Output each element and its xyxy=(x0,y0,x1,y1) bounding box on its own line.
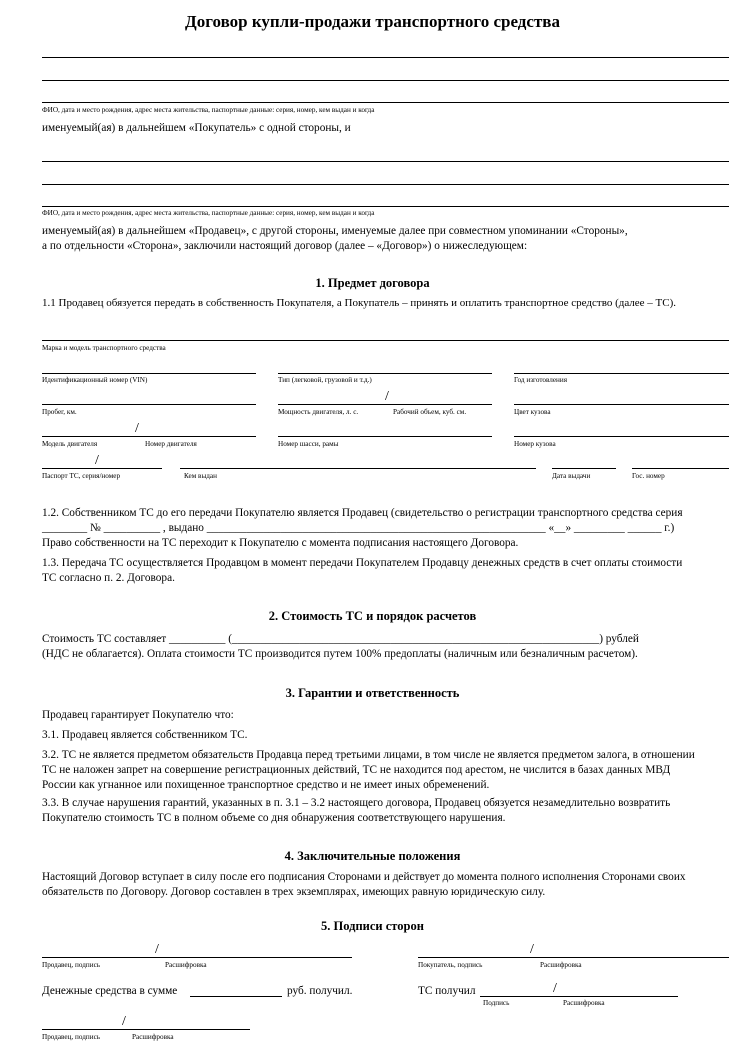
ts-signature-label: Подпись xyxy=(483,999,510,1007)
ts-decode-label: Расшифровка xyxy=(563,999,605,1007)
section-2-line1: Стоимость ТС составляет __________ (_________________________________________________________________) рублей xyxy=(42,633,639,645)
seller-line-1[interactable] xyxy=(42,161,729,162)
mileage-line[interactable] xyxy=(42,404,256,405)
body-color-label: Цвет кузова xyxy=(514,408,551,416)
engine-number-label: Номер двигателя xyxy=(145,440,197,448)
chassis-line[interactable] xyxy=(278,436,492,437)
power-volume-line[interactable] xyxy=(278,404,492,405)
section-3-intro: Продавец гарантирует Покупателю что: xyxy=(42,709,234,721)
issue-date-line[interactable] xyxy=(552,468,616,469)
seller-signature-line[interactable] xyxy=(42,957,352,958)
section-3-p1: 3.1. Продавец является собственником ТС. xyxy=(42,729,248,741)
make-model-line[interactable] xyxy=(42,340,729,341)
seller-text-1: именуемый(ая) в дальнейшем «Продавец», с другой стороны, именуемые далее при совместном упоминании «Стороны», xyxy=(42,225,628,237)
ts-received-separator: / xyxy=(553,981,557,996)
volume-label: Рабочий объем, куб. см. xyxy=(393,408,467,416)
seller-text-2: а по отдельности «Сторона», заключили настоящий договор (далее – «Договор») о нижеследующем: xyxy=(42,240,528,252)
issued-by-label: Кем выдан xyxy=(184,472,217,480)
section-1-p2-line2: ________ № __________ , выдано ____________________________________________________________ «__» _________ ______ г.) xyxy=(42,522,675,534)
buyer-decode-label: Расшифровка xyxy=(540,961,582,969)
vin-line[interactable] xyxy=(42,373,256,374)
buyer-signature-separator: / xyxy=(530,942,534,957)
buyer-line-3[interactable] xyxy=(42,102,729,103)
seller-line-2[interactable] xyxy=(42,184,729,185)
year-line[interactable] xyxy=(514,373,729,374)
seller-line-3[interactable] xyxy=(42,206,729,207)
money-received-prefix: Денежные средства в сумме xyxy=(42,985,178,997)
body-number-label: Номер кузова xyxy=(514,440,556,448)
buyer-text: именуемый(ая) в дальнейшем «Покупатель» с одной стороны, и xyxy=(42,122,351,134)
buyer-signature-label: Покупатель, подпись xyxy=(418,961,483,969)
section-1-p3-line1: 1.3. Передача ТС осуществляется Продавцом в момент передачи Покупателем Продавцу денежных средств в счет оплаты стоимости xyxy=(42,557,683,569)
body-number-line[interactable] xyxy=(514,436,729,437)
buyer-signature-line[interactable] xyxy=(418,957,729,958)
mileage-label: Пробег, км. xyxy=(42,408,77,416)
issue-date-label: Дата выдачи xyxy=(552,472,591,480)
section-1-p2-line3: Право собственности на ТС переходит к Покупателю с момента подписания настоящего Договора. xyxy=(42,537,519,549)
seller-signature-label: Продавец, подпись xyxy=(42,961,101,969)
type-line[interactable] xyxy=(278,373,492,374)
section-3-p3-line2: Покупателю стоимость ТС в полном объеме со дня обнаружения соответствующего нарушения. xyxy=(42,812,506,824)
body-color-line[interactable] xyxy=(514,404,729,405)
buyer-caption: ФИО, дата и место рождения, адрес места жительства, паспортные данные: серия, номер, кем выдан и когда xyxy=(42,106,375,114)
section-3-p3-line1: 3.3. В случае нарушения гарантий, указанных в п. 3.1 – 3.2 настоящего договора, Продавец обязуется незамедлительно возвратить xyxy=(42,797,671,809)
section-4-p2: обязательств по Договору. Договор составлен в трех экземплярах, имеющих равную юридическую силу. xyxy=(42,886,546,898)
reg-number-line[interactable] xyxy=(632,468,729,469)
chassis-label: Номер шасси, рамы xyxy=(278,440,339,448)
seller-money-signature-line[interactable] xyxy=(42,1029,250,1030)
issued-by-line[interactable] xyxy=(180,468,536,469)
section-2-line2: (НДС не облагается). Оплата стоимости ТС производится путем 100% предоплаты (наличным или безналичным расчетом). xyxy=(42,648,638,660)
section-1-heading: 1. Предмет договора xyxy=(315,276,430,290)
passport-label: Паспорт ТС, серия/номер xyxy=(42,472,121,480)
section-3-p2-line1: 3.2. ТС не является предметом обязательств Продавца перед третьими лицами, в том числе не является предметом залога, в отношении xyxy=(42,749,695,761)
passport-line[interactable] xyxy=(42,468,162,469)
power-label: Мощность двигателя, л. с. xyxy=(278,408,359,416)
section-5-heading: 5. Подписи сторон xyxy=(321,919,424,933)
section-2-heading: 2. Стоимость ТС и порядок расчетов xyxy=(268,609,477,623)
seller-money-signature-label: Продавец, подпись xyxy=(42,1033,101,1041)
engine-separator: / xyxy=(135,421,139,436)
year-label: Год изготовления xyxy=(514,376,568,384)
document-title: Договор купли-продажи транспортного средства xyxy=(185,12,560,31)
seller-caption: ФИО, дата и место рождения, адрес места жительства, паспортные данные: серия, номер, кем выдан и когда xyxy=(42,209,375,217)
money-received-suffix: руб. получил. xyxy=(287,985,353,997)
section-3-heading: 3. Гарантии и ответственность xyxy=(285,686,460,700)
ts-received-line[interactable] xyxy=(480,996,678,997)
ts-received-label: ТС получил xyxy=(418,985,476,997)
section-4-p1: Настоящий Договор вступает в силу после его подписания Сторонами и действует до момента полного исполнения Сторонами своих xyxy=(42,871,686,883)
section-1-p1: 1.1 Продавец обязуется передать в собственность Покупателя, а Покупатель – принять и оплатить транспортное средство (далее – ТС). xyxy=(42,297,677,309)
type-label: Тип (легковой, грузовой и т.д.) xyxy=(278,376,372,384)
money-amount-line[interactable] xyxy=(190,996,282,997)
seller-money-signature-separator: / xyxy=(122,1014,126,1029)
power-volume-separator: / xyxy=(385,389,389,404)
make-model-label: Марка и модель транспортного средства xyxy=(42,344,166,352)
section-1-p3-line2: ТС согласно п. 2. Договора. xyxy=(42,572,175,584)
section-1-p2-line1: 1.2. Собственником ТС до его передачи Покупателю является Продавец (свидетельство о регистрации транспортного средства серия xyxy=(42,507,683,519)
buyer-line-2[interactable] xyxy=(42,80,729,81)
vin-label: Идентификационный номер (VIN) xyxy=(42,376,148,384)
section-3-p2-line2: ТС не наложен запрет на совершение регистрационных действий, ТС не находится под арестом, не числится в базах данных МВД xyxy=(42,764,671,776)
passport-separator: / xyxy=(95,453,99,468)
engine-line[interactable] xyxy=(42,436,256,437)
section-3-p2-line3: России как угнанное или похищенное транспортное средство и не имеет иных обременений. xyxy=(42,779,490,791)
reg-number-label: Гос. номер xyxy=(632,472,665,480)
seller-signature-separator: / xyxy=(155,942,159,957)
buyer-line-1[interactable] xyxy=(42,57,729,58)
section-4-heading: 4. Заключительные положения xyxy=(284,849,461,863)
seller-decode-label: Расшифровка xyxy=(165,961,207,969)
engine-model-label: Модель двигателя xyxy=(42,440,98,448)
seller-money-decode-label: Расшифровка xyxy=(132,1033,174,1041)
